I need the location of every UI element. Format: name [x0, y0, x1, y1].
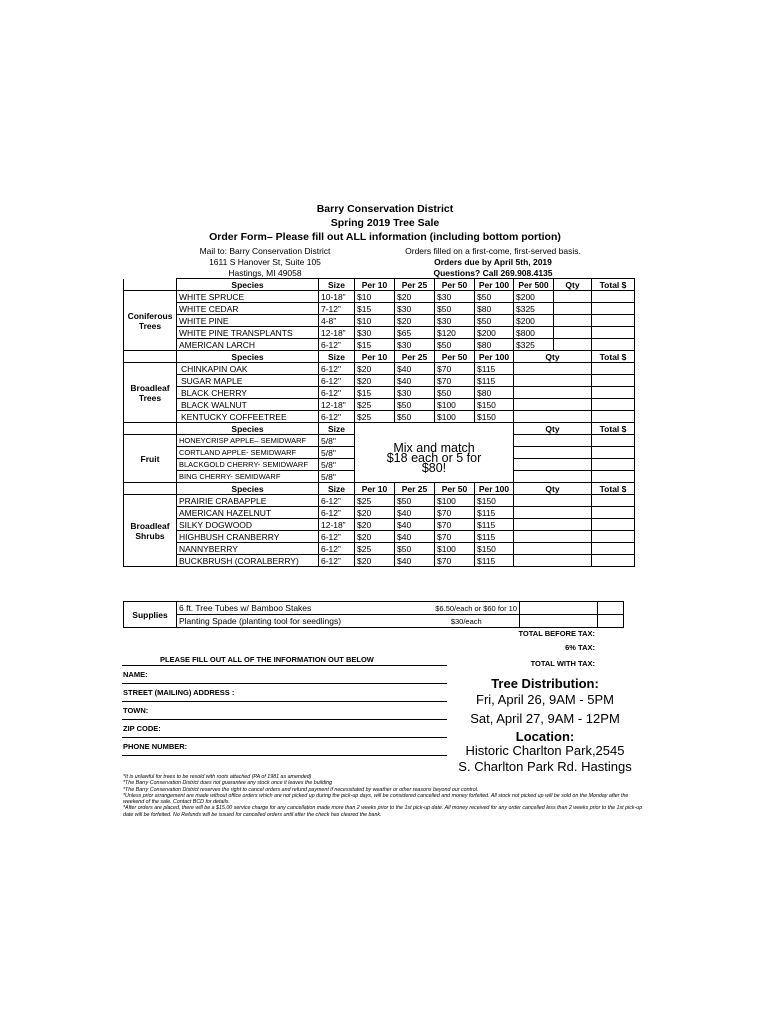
column-header: Qty	[514, 483, 592, 495]
species-name: CORTLAND APPLE- SEMIDWARF	[177, 447, 319, 459]
column-header: Size	[319, 423, 355, 435]
column-header: Size	[319, 483, 355, 495]
sale-title: Spring 2019 Tree Sale	[330, 217, 440, 229]
qty-cell[interactable]	[514, 399, 592, 411]
size-cell: 6-12”	[319, 495, 355, 507]
price-cell: $30	[395, 303, 435, 315]
price-cell: $25	[355, 543, 395, 555]
qty-cell[interactable]	[554, 327, 592, 339]
mail-line: Hastings, MI 49058	[228, 268, 302, 278]
column-header: Per 500	[514, 279, 554, 291]
total-cell[interactable]	[592, 399, 635, 411]
total-cell[interactable]	[592, 375, 635, 387]
distribution-date-1: Fri, April 26, 9AM - 5PM	[476, 692, 614, 707]
size-cell: 5/8"	[319, 435, 355, 447]
mix-and-match-note	[355, 435, 514, 483]
column-header: Per 100	[475, 351, 514, 363]
price-cell: $10	[355, 291, 395, 303]
zip-label: ZIP CODE:	[123, 724, 161, 733]
price-cell: $20	[355, 519, 395, 531]
tax-label: 6% TAX:	[565, 643, 595, 652]
price-cell: $120	[435, 327, 475, 339]
section-header-row	[124, 423, 635, 435]
total-cell[interactable]	[592, 459, 635, 471]
table-row	[124, 555, 635, 567]
shrubs-group-label: Broadleaf Shrubs	[124, 495, 177, 567]
size-cell: 6-12"	[319, 375, 355, 387]
column-header: Per 25	[395, 279, 435, 291]
coniferous-group-label: Coniferous Trees	[124, 291, 177, 351]
supplies-group-label: Supplies	[124, 602, 177, 628]
species-name: HONEYCRISP APPLE– SEMIDWARF	[177, 435, 319, 447]
species-name: NANNYBERRY	[177, 543, 319, 555]
total-cell[interactable]	[592, 339, 635, 351]
size-cell: 5/8"	[319, 459, 355, 471]
column-header: Per 50	[435, 483, 475, 495]
price-cell: $115	[475, 519, 514, 531]
price-cell: $50	[395, 399, 435, 411]
qty-cell[interactable]	[514, 411, 592, 423]
table-row	[124, 291, 635, 303]
column-header: Qty	[554, 279, 592, 291]
column-header: Size	[319, 279, 355, 291]
price-cell: $150	[475, 543, 514, 555]
qty-cell[interactable]	[554, 303, 592, 315]
group-header-blank	[124, 483, 177, 495]
size-cell: 12-18”	[319, 327, 355, 339]
column-header: Species	[177, 351, 319, 363]
size-cell: 7-12”	[319, 303, 355, 315]
price-cell: $70	[435, 531, 475, 543]
column-header: Per 50	[435, 279, 475, 291]
species-name: SILKY DOGWOOD	[177, 519, 319, 531]
price-cell: $150	[475, 411, 514, 423]
total-cell[interactable]	[592, 363, 635, 375]
total-cell[interactable]	[592, 387, 635, 399]
org-title: Barry Conservation District	[316, 203, 454, 215]
qty-cell[interactable]	[514, 447, 592, 459]
price-cell: $40	[395, 363, 435, 375]
price-cell: $30	[395, 387, 435, 399]
footnote: *The Barry Conservation District does not guarantee any stock once it leaves the building	[123, 780, 333, 787]
size-cell: 6-12”	[319, 543, 355, 555]
price-cell: $30	[395, 339, 435, 351]
qty-cell[interactable]	[554, 339, 592, 351]
price-cell: $800	[514, 327, 554, 339]
column-header: Species	[177, 279, 319, 291]
column-header: Per 25	[395, 351, 435, 363]
species-name: AMERICAN HAZELNUT	[177, 507, 319, 519]
price-cell: $200	[514, 315, 554, 327]
species-name: SUGAR MAPLE	[177, 375, 319, 387]
column-header: Per 10	[355, 351, 395, 363]
species-name: HIGHBUSH CRANBERRY	[177, 531, 319, 543]
column-header: Species	[177, 483, 319, 495]
species-name: WHITE PINE TRANSPLANTS	[177, 327, 319, 339]
total-cell[interactable]	[592, 435, 635, 447]
price-cell: $25	[355, 399, 395, 411]
total-cell[interactable]	[592, 507, 635, 519]
supply-total-cell[interactable]	[598, 615, 624, 628]
town-label: TOWN:	[123, 706, 149, 715]
price-cell: $115	[475, 363, 514, 375]
table-row	[124, 435, 635, 447]
total-cell[interactable]	[592, 531, 635, 543]
mix-note-line: $80!	[421, 461, 447, 476]
name-label: NAME:	[123, 670, 148, 679]
header-blank	[355, 423, 514, 435]
price-cell: $50	[395, 543, 435, 555]
price-cell: $100	[435, 411, 475, 423]
species-name: CHINKAPIN OAK	[177, 363, 319, 375]
qty-cell[interactable]	[554, 291, 592, 303]
price-cell: $100	[435, 399, 475, 411]
price-cell: $150	[475, 399, 514, 411]
column-header: Per 25	[395, 483, 435, 495]
group-header-blank	[124, 279, 177, 291]
phone-label: PHONE NUMBER:	[123, 742, 188, 751]
total-before-tax-label: TOTAL BEFORE TAX:	[518, 629, 595, 638]
total-with-tax-label: TOTAL WITH TAX:	[530, 659, 595, 668]
price-cell: $50	[435, 387, 475, 399]
name-field[interactable]	[122, 665, 447, 684]
mail-address	[160, 246, 370, 279]
address-label: STREET (MAILING) ADDRESS :	[123, 688, 235, 697]
section-header-row	[124, 483, 635, 495]
supply-price: $6.50/each or $60 for 10	[414, 602, 520, 615]
qty-cell[interactable]	[514, 363, 592, 375]
supply-item: Planting Spade (planting tool for seedlings)	[177, 615, 414, 628]
order-table	[123, 278, 635, 567]
species-name: BLACK CHERRY	[177, 387, 319, 399]
price-cell: $100	[435, 495, 475, 507]
price-cell: $30	[355, 327, 395, 339]
size-cell: 4-8”	[319, 315, 355, 327]
price-cell: $80	[475, 303, 514, 315]
qty-cell[interactable]	[514, 387, 592, 399]
price-cell: $25	[355, 411, 395, 423]
footnote: *The Barry Conservation District reserves the right to cancel orders and refund payment if necessitated by weather or other reasons beyond our control.	[123, 786, 479, 793]
orders-questions: Questions? Call 269.908.4135	[433, 268, 553, 278]
mail-line: Mail to: Barry Conservation District	[199, 246, 331, 256]
size-cell: 6-12"	[319, 411, 355, 423]
qty-cell[interactable]	[514, 531, 592, 543]
price-cell: $150	[475, 495, 514, 507]
column-header: Total $	[592, 351, 635, 363]
species-name: BLACKGOLD CHERRY- SEMIDWARF	[177, 459, 319, 471]
qty-cell[interactable]	[514, 435, 592, 447]
species-name: BING CHERRY- SEMIDWARF	[177, 471, 319, 483]
price-cell: $115	[475, 555, 514, 567]
qty-cell[interactable]	[514, 459, 592, 471]
price-cell: $115	[475, 507, 514, 519]
fruit-group-label: Fruit	[124, 435, 177, 483]
size-cell: 5/8"	[319, 447, 355, 459]
species-name: WHITE PINE	[177, 315, 319, 327]
form-title: Order Form– Please fill out ALL information (including bottom portion)	[209, 231, 561, 243]
price-cell: $80	[475, 339, 514, 351]
column-header: Per 100	[475, 483, 514, 495]
price-cell: $70	[435, 555, 475, 567]
total-cell[interactable]	[592, 303, 635, 315]
table-row	[124, 399, 635, 411]
section-header-row	[124, 351, 635, 363]
location-title: Location:	[515, 729, 575, 744]
price-cell: $115	[475, 375, 514, 387]
mix-note-line: $18 each or 5 for	[386, 451, 482, 466]
table-row	[124, 303, 635, 315]
mail-line: 1611 S Hanover St, Suite 105	[209, 257, 321, 267]
price-cell: $325	[514, 303, 554, 315]
size-cell: 6-12”	[319, 507, 355, 519]
price-cell: $50	[475, 291, 514, 303]
supply-total-cell[interactable]	[598, 602, 624, 615]
size-cell: 12-18"	[319, 399, 355, 411]
column-header: Total $	[592, 423, 635, 435]
phone-field[interactable]	[122, 737, 447, 756]
column-header: Per 50	[435, 351, 475, 363]
table-row	[124, 531, 635, 543]
price-cell: $20	[355, 363, 395, 375]
price-cell: $70	[435, 507, 475, 519]
total-cell[interactable]	[592, 495, 635, 507]
price-cell: $25	[355, 495, 395, 507]
footnote: *It is unlawful for trees to be resold with roots attached (PA of 1981 as amended)	[123, 774, 312, 780]
qty-cell[interactable]	[514, 555, 592, 567]
distribution-date-2: Sat, April 27, 9AM - 12PM	[470, 711, 620, 726]
qty-cell[interactable]	[514, 375, 592, 387]
size-cell: 6-12"	[319, 387, 355, 399]
table-row	[124, 363, 635, 375]
size-cell: 6-12”	[319, 555, 355, 567]
qty-cell[interactable]	[554, 315, 592, 327]
table-row	[124, 327, 635, 339]
species-name: PRAIRIE CRABAPPLE	[177, 495, 319, 507]
price-cell: $40	[395, 531, 435, 543]
price-cell: $20	[395, 291, 435, 303]
orders-due: Orders due by April 5th, 2019	[434, 257, 552, 267]
qty-cell[interactable]	[514, 495, 592, 507]
group-header-blank	[124, 351, 177, 363]
price-cell: $80	[475, 387, 514, 399]
species-name: AMERICAN LARCH	[177, 339, 319, 351]
town-field[interactable]	[122, 701, 447, 720]
table-row	[124, 495, 635, 507]
footnote: *After orders are placed, there will be a $15.00 service charge for any cancellation made more than 2 weeks prior to the 1st pick-up date. All money received for any order cancelled less than 2 weeks prior to the 1st pick-up date will be forfeited. No Refunds will be issued for cancelled orders until after the check has cleared the bank.	[123, 805, 643, 818]
column-header: Size	[319, 351, 355, 363]
price-cell: $70	[435, 363, 475, 375]
species-name: WHITE CEDAR	[177, 303, 319, 315]
table-row	[124, 507, 635, 519]
table-row	[124, 519, 635, 531]
column-header: Species	[177, 423, 319, 435]
supplies-row	[124, 602, 624, 615]
footnotes	[123, 774, 648, 818]
location-line-1: Historic Charlton Park,2545	[465, 743, 625, 758]
species-name: KENTUCKY COFFEETREE	[177, 411, 319, 423]
supplies-row	[124, 615, 624, 628]
group-header-blank	[124, 423, 177, 435]
price-cell: $50	[475, 315, 514, 327]
column-header: Qty	[514, 351, 592, 363]
price-cell: $50	[395, 411, 435, 423]
table-row	[124, 339, 635, 351]
price-cell: $200	[514, 291, 554, 303]
supplies-table	[123, 601, 624, 628]
qty-cell[interactable]	[514, 543, 592, 555]
supply-price: $30/each	[414, 615, 520, 628]
section-header-row	[124, 279, 635, 291]
supply-item: 6 ft. Tree Tubes w/ Bamboo Stakes	[177, 602, 414, 615]
price-cell: $15	[355, 339, 395, 351]
column-header: Total $	[592, 279, 635, 291]
price-cell: $200	[475, 327, 514, 339]
column-header: Per 10	[355, 483, 395, 495]
address-field[interactable]	[122, 683, 447, 702]
supply-qty-cell[interactable]	[520, 615, 598, 628]
price-cell: $20	[355, 531, 395, 543]
size-cell: 6-12”	[319, 531, 355, 543]
column-header: Total $	[592, 483, 635, 495]
size-cell: 5/8"	[319, 471, 355, 483]
species-name: BLACK WALNUT	[177, 399, 319, 411]
table-row	[124, 387, 635, 399]
price-cell: $70	[435, 375, 475, 387]
price-cell: $50	[435, 339, 475, 351]
price-cell: $15	[355, 387, 395, 399]
zip-field[interactable]	[122, 719, 447, 738]
supply-qty-cell[interactable]	[520, 602, 598, 615]
size-cell: 6-12"	[319, 363, 355, 375]
price-cell: $40	[395, 555, 435, 567]
table-row	[124, 411, 635, 423]
price-cell: $30	[435, 291, 475, 303]
size-cell: 10-18”	[319, 291, 355, 303]
total-cell[interactable]	[592, 543, 635, 555]
total-cell[interactable]	[592, 327, 635, 339]
price-cell: $20	[395, 315, 435, 327]
column-header: Per 100	[475, 279, 514, 291]
distribution-title: Tree Distribution:	[491, 676, 599, 691]
broadleaf-trees-group-label: Broadleaf Trees	[124, 363, 177, 423]
total-cell[interactable]	[592, 291, 635, 303]
total-cell[interactable]	[592, 447, 635, 459]
table-row	[124, 543, 635, 555]
price-cell: $10	[355, 315, 395, 327]
footnote: *Unless prior arrangement are made without office orders which are not picked up during the pick-up days, will be considered cancelled and money forfeited. All stock not picked up will be sold on the Monday after the weekend of the sale. Contact BCD for details.	[123, 792, 629, 806]
species-name: WHITE SPRUCE	[177, 291, 319, 303]
price-cell: $100	[435, 543, 475, 555]
size-cell: 6-12”	[319, 339, 355, 351]
info-title: PLEASE FILL OUT ALL OF THE INFORMATION OUT BELOW	[160, 655, 374, 664]
price-cell: $115	[475, 531, 514, 543]
orders-info	[383, 246, 603, 279]
total-cell[interactable]	[592, 555, 635, 567]
total-cell[interactable]	[592, 471, 635, 483]
orders-line: Orders filled on a first-come, first-served basis.	[405, 246, 581, 256]
table-row	[124, 375, 635, 387]
total-cell[interactable]	[592, 519, 635, 531]
price-cell: $20	[355, 555, 395, 567]
price-cell: $20	[355, 375, 395, 387]
price-cell: $40	[395, 519, 435, 531]
qty-cell[interactable]	[514, 519, 592, 531]
total-cell[interactable]	[592, 315, 635, 327]
total-cell[interactable]	[592, 411, 635, 423]
price-cell: $40	[395, 507, 435, 519]
species-name: BUCKBRUSH (CORALBERRY)	[177, 555, 319, 567]
table-row	[124, 315, 635, 327]
location-line-2: S. Charlton Park Rd. Hastings	[458, 759, 632, 774]
column-header: Qty	[514, 423, 592, 435]
price-cell: $70	[435, 519, 475, 531]
qty-cell[interactable]	[514, 471, 592, 483]
column-header: Per 10	[355, 279, 395, 291]
price-cell: $30	[435, 315, 475, 327]
price-cell: $20	[355, 507, 395, 519]
price-cell: $325	[514, 339, 554, 351]
mix-note-line: Mix and match	[393, 441, 475, 456]
size-cell: 12-18”	[319, 519, 355, 531]
price-cell: $65	[395, 327, 435, 339]
price-cell: $15	[355, 303, 395, 315]
price-cell: $50	[435, 303, 475, 315]
price-cell: $40	[395, 375, 435, 387]
qty-cell[interactable]	[514, 507, 592, 519]
price-cell: $50	[395, 495, 435, 507]
